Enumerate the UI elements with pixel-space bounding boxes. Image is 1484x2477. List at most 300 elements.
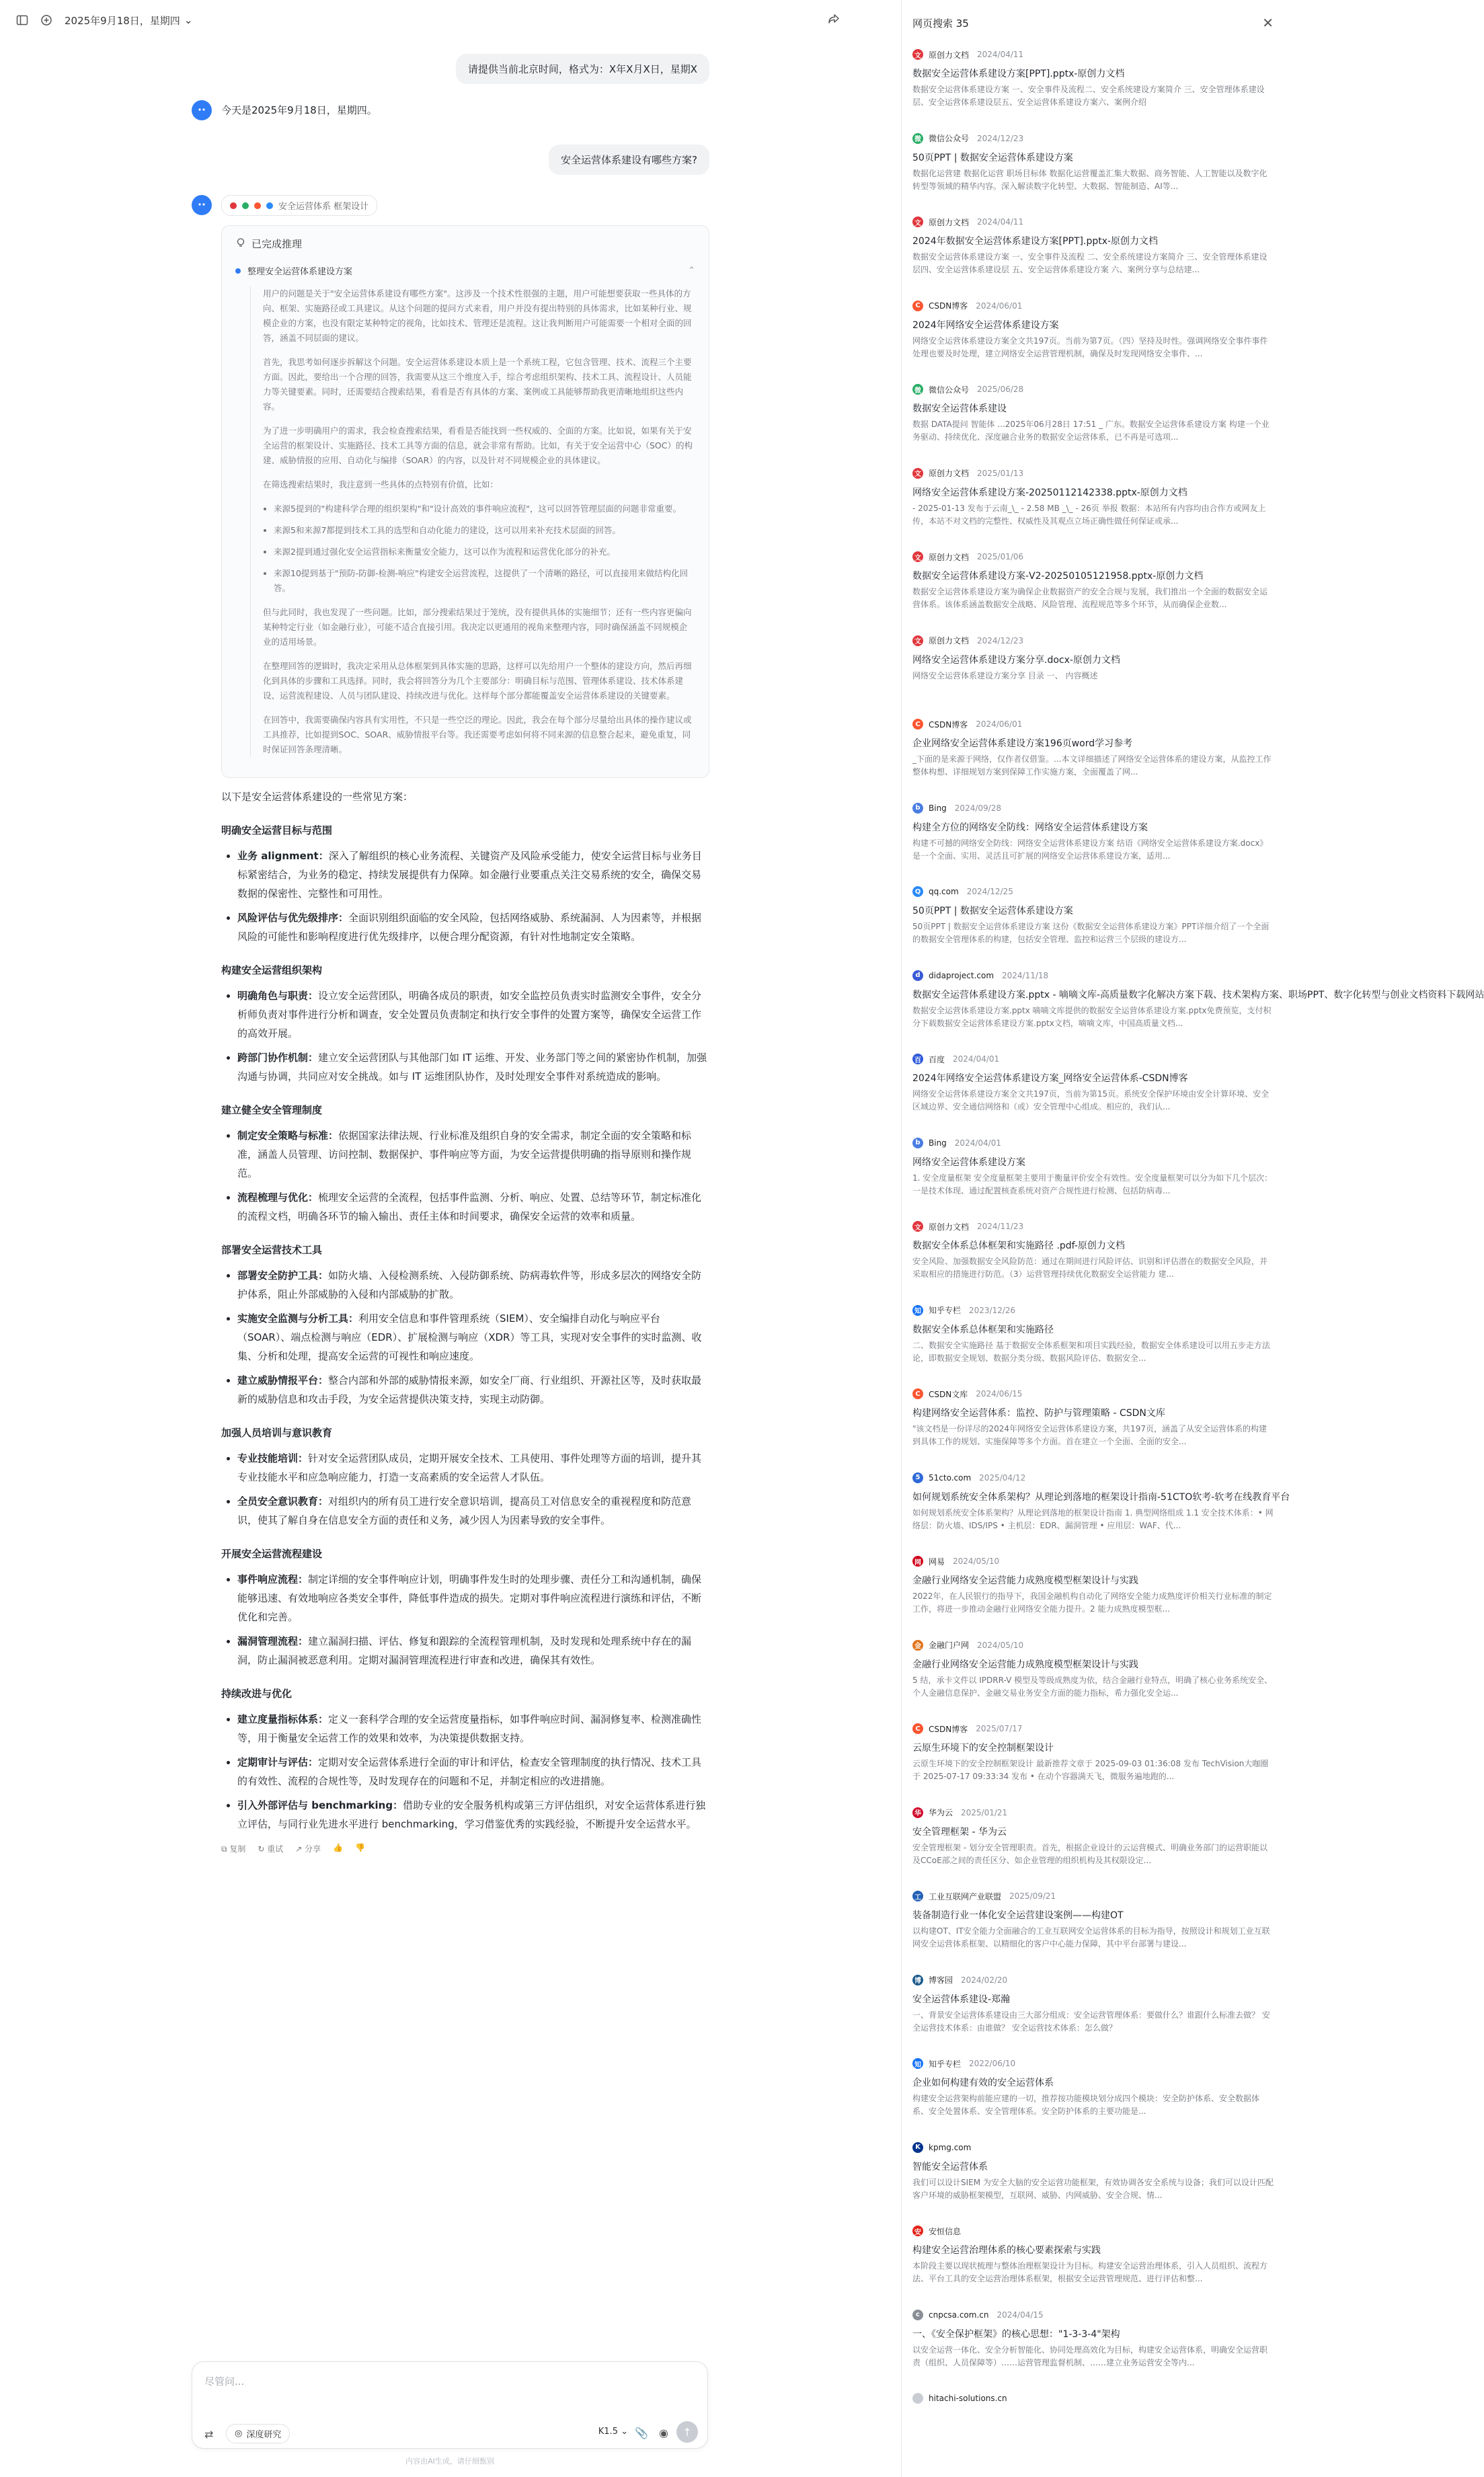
answer-list-item bbox=[237, 1753, 709, 1791]
search-result[interactable] bbox=[902, 632, 1291, 716]
answer-list-item bbox=[237, 1309, 709, 1366]
result-snippet: 数据化运营建 数据化运营 职场目标体 数据化运营覆盖汇集大数据、商务智能、人工智能以及数字化转型等领域的精华内容。深入解读数字化转型、大数据、智能制造、AI等... bbox=[912, 168, 1267, 191]
search-result[interactable] bbox=[902, 213, 1291, 297]
answer-item-text: 对组织内的所有员工进行安全意识培训，提高员工对信息安全的重视程度和防范意识，使其了解自身在信息安全方面的责任和义务，减少因人为因素导致的安全事件。 bbox=[237, 1495, 692, 1526]
result-title[interactable]: 数据安全体系总体框架和实施路径 bbox=[912, 1324, 1054, 1335]
answer-list-item bbox=[237, 1492, 709, 1530]
answer-item-text: 建立安全运营团队与其他部门如 IT 运维、开发、业务部门等之间的紧密协作机制，加强沟通与协调，共同应对安全挑战。如与 IT 运维团队协作，及时处理安全事件对系统造成的影响。 bbox=[237, 1052, 707, 1083]
source-logo-glyph: 博 bbox=[914, 1977, 921, 1985]
search-result[interactable] bbox=[902, 381, 1291, 465]
answer-item-key: 部署安全防护工具： bbox=[237, 1269, 329, 1282]
result-date: 2025/01/13 bbox=[977, 468, 1024, 478]
source-logo-icon bbox=[912, 2058, 923, 2069]
source-logo-glyph: 文 bbox=[914, 1224, 921, 1232]
source-logo-icon bbox=[912, 551, 923, 562]
search-result[interactable] bbox=[902, 2055, 1291, 2139]
result-source: qq.com bbox=[929, 887, 959, 896]
result-date: 2024/11/23 bbox=[977, 1222, 1024, 1231]
search-result[interactable] bbox=[902, 967, 1484, 1051]
result-source: kpmg.com bbox=[929, 2142, 972, 2152]
result-date: 2024/04/11 bbox=[977, 50, 1024, 59]
source-logo-glyph: 5 bbox=[915, 1474, 921, 1481]
result-source: 51cto.com bbox=[929, 1472, 972, 1483]
answer-list-item bbox=[237, 1048, 709, 1086]
result-snippet: 数据安全运营体系建设方案为确保企业数据资产的安全合规与发展，我们推出一个全面的数据安全运营体系。该体系涵盖数据安全战略、风险管理、流程规范等多个环节，从而确保企业数... bbox=[912, 587, 1268, 609]
result-snippet: 如何规划系统安全体系架构？从理论到落地的框架设计指南 1. 典型网络组成 1.1 安全技术体系：• 网络层：防火墙、IDS/IPS • 主机层：EDR、漏洞管理 • 应用层：WAF、代... bbox=[912, 1507, 1274, 1530]
answer-item-key: 定期审计与评估： bbox=[237, 1756, 319, 1768]
source-logo-glyph: 知 bbox=[914, 2061, 921, 2069]
result-date: 2024/09/28 bbox=[954, 803, 1001, 813]
result-source: 工业互联网产业联盟 bbox=[929, 1891, 1002, 1901]
source-logo-icon bbox=[912, 1640, 923, 1651]
result-date: 2024/05/10 bbox=[953, 1557, 1000, 1566]
result-title[interactable]: 安全运营体系建设-郑瀚 bbox=[912, 1994, 1011, 2005]
answer-item-key: 实施安全监测与分析工具： bbox=[237, 1312, 359, 1325]
answer-list-item bbox=[237, 908, 709, 946]
copy-button[interactable]: ⧉ 复制 bbox=[221, 1844, 246, 1854]
source-logo-icon bbox=[912, 1723, 923, 1734]
tools-icon[interactable]: ⇄ bbox=[204, 2428, 214, 2441]
answer-item-text: 依据国家法律法规、行业标准及组织自身的安全需求，制定全面的安全策略和标准，涵盖人员管理、访问控制、数据保护、事件响应等方面，为安全运营提供明确的指导原则和操作规范。 bbox=[237, 1130, 692, 1179]
model-label: K1.5 bbox=[598, 2427, 618, 2437]
source-logo-glyph: C bbox=[915, 1390, 921, 1398]
answer-item-text: 建立漏洞扫描、评估、修复和跟踪的全流程管理机制，及时发现和处理系统中存在的漏洞，防止漏洞被恶意利用。定期对漏洞管理流程进行审查和改进，确保其有效性。 bbox=[237, 1635, 692, 1666]
result-date: 2024/04/15 bbox=[997, 2310, 1044, 2320]
share-button[interactable]: ↗ 分享 bbox=[295, 1844, 321, 1854]
source-logo-icon bbox=[230, 202, 237, 209]
chevron-down-icon: ⌄ bbox=[184, 14, 193, 26]
answer-list-item bbox=[237, 1796, 709, 1834]
source-logo-icon bbox=[912, 2142, 923, 2153]
search-result[interactable] bbox=[902, 46, 1291, 130]
result-source: 百度 bbox=[929, 1054, 945, 1064]
deep-research-icon: ◎ bbox=[235, 2429, 243, 2439]
answer-item-text: 定期对安全运营体系进行全面的审计和评估，检查安全管理制度的执行情况、技术工具的有效性、流程的合规性等，及时发现存在的问题和不足，并制定相应的改进措施。 bbox=[237, 1756, 702, 1787]
answer-item-text: 制定详细的安全事件响应计划，明确事件发生时的处理步骤、责任分工和沟通机制，确保能够迅速、有效地响应各类安全事件，降低事件造成的损失。定期对事件响应流程进行演练和评估，不断优化和完善。 bbox=[237, 1573, 702, 1623]
new-chat-icon[interactable] bbox=[40, 14, 52, 26]
reasoning-paragraph: 用户的问题是关于"安全运营体系建设有哪些方案"。这涉及一个技术性很强的主题，用户可能想要获取一些具体的方向、框架、实施路径或工具建议。从这个问题的提问方式来看，用户并没有提出特别的具体需求，比如某种行业、规模企业的方案，也没有限定某种特定的视角，比如技术、管理还是流程。这让我判断用户可能需要一个相对全面的回答，涵盖不同层面的建议。 bbox=[263, 288, 692, 343]
answer-section-heading: 构建安全运营组织架构 bbox=[221, 964, 323, 976]
source-logo-glyph: 微 bbox=[914, 387, 921, 395]
search-result[interactable] bbox=[902, 1469, 1291, 1553]
result-source: hitachi-solutions.cn bbox=[929, 2394, 1007, 2403]
source-logo-glyph: C bbox=[915, 302, 921, 309]
result-snippet: 数据 DATA提问 智能体 ...2025年06月28日 17:51 _ 广东。数据安全运营体系建设方案 构建一个业务驱动、持续优化、深度融合业务的数据安全运营体系，已不再是可选项... bbox=[912, 420, 1270, 442]
result-title[interactable]: 金融行业网络安全运营能力成熟度模型框架设计与实践 bbox=[912, 1659, 1138, 1670]
answer-list bbox=[237, 1710, 709, 1834]
result-date: 2022/06/10 bbox=[969, 2059, 1016, 2068]
result-title[interactable]: 构建全方位的网络安全防线：网络安全运营体系建设方案 bbox=[912, 822, 1148, 833]
search-result[interactable] bbox=[902, 883, 1291, 967]
result-title[interactable]: 50页PPT | 数据安全运营体系建设方案 bbox=[912, 906, 1073, 916]
source-logo-glyph: C bbox=[915, 1725, 921, 1733]
result-snippet: 本阶段主要以现状梳理与整体治理框架设计为目标。构建安全运营治理体系，引入人员组织、流程方法、平台工具的安全运营治理体系框架，根据安全运营管理规范、进行评估和整... bbox=[912, 2261, 1268, 2283]
reasoning-paragraph: 为了进一步明确用户的需求，我会检查搜索结果，看看是否能找到一些权威的、全面的方案。比如说，如果有关于安全运营的框架设计、实施路径、技术工具等方面的信息，就会非常有帮助。比如，有关于安全运营中心（SOC）的构建、威胁情报的应用、自动化与编排（SOAR）的内容，以及针对不同规模企业的具体建议。 bbox=[263, 426, 693, 465]
answer-item-key: 跨部门协作机制： bbox=[237, 1052, 319, 1064]
result-source: CSDN文库 bbox=[929, 1389, 968, 1399]
result-snippet: 网络安全运营体系建设方案全文共197页，当前为第15页。系统安全保护环境由安全计算环境、安全区域边界、安全通信网络和（或）安全管理中心组成。相应的，我们认... bbox=[912, 1089, 1270, 1111]
source-logo-icon bbox=[254, 202, 261, 209]
share-icon[interactable] bbox=[827, 12, 841, 26]
answer-section-heading: 开展安全运营流程建设 bbox=[221, 1548, 323, 1560]
result-snippet: 我们可以设计SIEM 为安全大脑的安全运营功能框架，有效协调各安全系统与设备；我们可以设计匹配客户环境的威胁框架模型，互联网、威胁、内网威胁、安全合规、情... bbox=[912, 2177, 1274, 2200]
result-date: 2023/12/26 bbox=[969, 1305, 1016, 1315]
reasoning-bullet: • 来源5和来源7都提到技术工具的选型和自动化能力的建设，这可以用来补充技术层面的回答。 bbox=[274, 523, 695, 538]
result-source: 网易 bbox=[929, 1557, 945, 1567]
search-result[interactable] bbox=[902, 1971, 1291, 2055]
source-logo-icon bbox=[912, 1221, 923, 1232]
search-result[interactable] bbox=[902, 1720, 1291, 1804]
source-logo-icon bbox=[912, 468, 923, 479]
source-logo-icon bbox=[912, 719, 923, 730]
search-result[interactable] bbox=[902, 465, 1291, 549]
result-title[interactable]: 数据安全运营体系建设方案-V2-20250105121958.pptx-原创力文档 bbox=[912, 571, 1204, 582]
source-logo-glyph: 工 bbox=[914, 1893, 921, 1901]
arrow-up-icon: ↑ bbox=[682, 2425, 692, 2439]
result-source: 微信公众号 bbox=[929, 134, 970, 143]
reasoning-paragraph: 但与此同时，我也发现了一些问题。比如，部分搜索结果过于笼统，没有提供具体的实施细节；还有一些内容更偏向某种特定行业（如金融行业），可能不适合直接引用。我决定以更通用的视角来整理内容，同时确保涵盖不同规模企业的适用场景。 bbox=[263, 607, 692, 647]
result-snippet: 1. 安全度量框架 安全度量框架主要用于衡量评价安全有效性。安全度量框架可以分为如下几个层次：一是技术体现、通过配置核查系统对资产合规性进行检测、包括防病毒... bbox=[912, 1173, 1273, 1195]
answer-section-heading: 部署安全运营技术工具 bbox=[221, 1244, 323, 1256]
result-date: 2024/11/18 bbox=[1002, 970, 1049, 980]
send-button[interactable] bbox=[676, 2421, 698, 2443]
lightbulb-icon bbox=[235, 237, 246, 251]
message-list bbox=[192, 47, 709, 1854]
source-logo-icon bbox=[912, 1388, 923, 1399]
result-source: 华为云 bbox=[929, 1808, 953, 1817]
answer-section-heading: 持续改进与优化 bbox=[221, 1688, 292, 1700]
source-logo-icon bbox=[912, 1472, 923, 1483]
result-date: 2024/06/01 bbox=[976, 301, 1023, 311]
assistant-avatar bbox=[192, 195, 212, 215]
top-bar bbox=[0, 0, 901, 40]
step-dot-icon bbox=[235, 268, 241, 274]
answer-item-key: 事件响应流程： bbox=[237, 1573, 309, 1585]
search-result[interactable] bbox=[902, 2306, 1291, 2390]
result-snippet: 以构建OT、IT安全能力全面融合的工业互联网安全运营体系的目标为指导，按照设计和规划工业互联网安全运营体系框架、以精细化的客户中心能力保障，其中平台部署与建设... bbox=[912, 1926, 1270, 1949]
search-result[interactable] bbox=[902, 1218, 1291, 1302]
result-date: 2025/09/21 bbox=[1009, 1891, 1056, 1901]
result-snippet: 数据安全运营体系建设方案.pptx 嘀嘀文库提供的数据安全运营体系建设方案.pptx免费预览，支付积分下载数据安全运营体系建设方案.pptx文档，嘀嘀文库，中国高质量文档... bbox=[912, 1005, 1272, 1028]
result-date: 2024/04/01 bbox=[954, 1138, 1001, 1148]
source-logo-icon bbox=[912, 635, 923, 646]
source-logo-icon bbox=[912, 803, 923, 814]
source-logo-icon bbox=[912, 1556, 923, 1567]
user-message: 请提供当前北京时间，格式为：X年X月X日，星期X bbox=[456, 54, 709, 84]
source-logo-icon bbox=[912, 1807, 923, 1818]
web-search-icon[interactable]: ◉ bbox=[659, 2427, 668, 2439]
retry-label: 重试 bbox=[267, 1844, 284, 1854]
result-date: 2024/04/11 bbox=[977, 217, 1024, 227]
source-logo-icon bbox=[912, 1138, 923, 1148]
result-snippet: - 2025-01-13 发布于云南_\_ - 2.58 MB _\_ - 26页 举报 数据：本站所有内容均由合作方或网友上传，本站不对文档的完整性、权威性及其观点立场正确性做任何保证或承... bbox=[912, 503, 1266, 526]
result-source: 原创力文档 bbox=[929, 469, 970, 478]
result-snippet: 云原生环境下的安全控制框架设计 最新推荐文章于 2025-09-03 01:36:08 发布 TechVision大咖圈于 2025-07-17 09:33:34 发布 • 在动个容器满天飞，微服务遍地跑的... bbox=[912, 1759, 1269, 1781]
source-logo-glyph: 知 bbox=[914, 1308, 921, 1315]
result-snippet: "该文档是一份详尽的2024年网络安全运营体系建设方案，共197页，涵盖了从安全运营体系的构建到具体工作的规划、实施保障等多个方面。首在建立一个全面、全面的安全... bbox=[912, 1424, 1267, 1446]
assistant-message: 今天是2025年9月18日，星期四。 bbox=[221, 104, 377, 116]
answer-item-text: 借助专业的安全服务机构或第三方评估组织，对安全运营体系进行独立评估，与同行业先进水平进行 benchmarking，学习借鉴优秀的实践经验，不断提升安全运营水平。 bbox=[237, 1799, 706, 1830]
source-logo-icon bbox=[912, 384, 923, 395]
answer-list-item bbox=[237, 1570, 709, 1626]
result-snippet: 二、数据安全实施路径 基于数据安全体系框架和项目实践经验，数据安全体系建设可以用五步走方法论，即数据安全规划、数据分类分级、数据风险评估、数据安全... bbox=[912, 1340, 1270, 1363]
answer-intro: 以下是安全运营体系建设的一些常见方案： bbox=[221, 791, 414, 803]
search-result[interactable] bbox=[902, 715, 1291, 799]
result-snippet: 数据安全运营体系建设方案 一、安全事件及流程 二、安全系统建设方案简介 三、安全管理体系建设层四、安全运营体系建设层 五、安全运营体系建设方案 六、案例分享与总结建... bbox=[912, 252, 1267, 274]
source-logo-icon bbox=[912, 2226, 923, 2236]
source-logo-icon bbox=[912, 2310, 923, 2320]
result-title[interactable]: 装备制造行业一体化安全运营建设案例——构建OT bbox=[912, 1910, 1124, 1921]
answer-item-key: 业务 alignment： bbox=[237, 850, 329, 862]
answer-list bbox=[237, 986, 709, 1086]
result-snippet: 构建安全运营架构前能应建的一切，推荐按功能模块划分成四个模块：安全防护体系、安全数据体系、安全处置体系、安全管理体系。安全防护体系的主要功能是... bbox=[912, 2094, 1260, 2116]
retry-button[interactable]: ↻ 重试 bbox=[258, 1844, 284, 1854]
result-date: 2025/06/28 bbox=[977, 385, 1024, 394]
copy-label: 复制 bbox=[229, 1844, 246, 1854]
result-title[interactable]: 2024年网络安全运营体系建设方案_网络安全运营体系-CSDN博客 bbox=[912, 1073, 1188, 1084]
result-title[interactable]: 数据安全运营体系建设 bbox=[912, 403, 1007, 414]
result-source: Bing bbox=[929, 1138, 947, 1148]
result-date: 2024/12/23 bbox=[977, 133, 1024, 143]
result-title[interactable]: 如何规划系统安全体系架构？从理论到落地的框架设计指南-51CTO软考-软考在线教育平台 bbox=[912, 1491, 1290, 1503]
result-source: 原创力文档 bbox=[929, 217, 970, 227]
search-result[interactable] bbox=[902, 548, 1291, 632]
source-logo-glyph: C bbox=[915, 720, 921, 728]
result-snippet: 50页PPT | 数据安全运营体系建设方案 这份《数据安全运营体系建设方案》PPT详细介绍了一个全面的数据安全管理体系的构建，包括安全管理、监控和运营三个层级的建设方... bbox=[912, 922, 1270, 944]
deep-research-toggle[interactable] bbox=[226, 2424, 290, 2443]
answer-item-text: 整合内部和外部的威胁情报来源，如安全厂商、行业组织、开源社区等，及时获取最新的威胁信息和攻击手段，为安全运营提供决策支持，实现主动防御。 bbox=[237, 1374, 702, 1405]
source-logo-glyph: 华 bbox=[914, 1810, 921, 1817]
result-date: 2024/04/01 bbox=[953, 1054, 1000, 1064]
answer-item-key: 专业技能培训： bbox=[237, 1452, 309, 1464]
result-source: 原创力文档 bbox=[929, 50, 970, 60]
reasoning-panel bbox=[221, 225, 709, 778]
result-source: 金融门户网 bbox=[929, 1641, 970, 1650]
thumbs-down-icon[interactable]: 👎 bbox=[355, 1843, 366, 1852]
search-result[interactable] bbox=[902, 297, 1291, 381]
result-source: 微信公众号 bbox=[929, 385, 970, 395]
result-source: 博客园 bbox=[929, 1975, 953, 1985]
result-source: Bing bbox=[929, 803, 947, 813]
answer-item-text: 梳理安全运营的全流程，包括事件监测、分析、响应、处置、总结等环节，制定标准化的流程文档，明确各环节的输入输出、责任主体和时间要求，确保安全运营的效率和质量。 bbox=[237, 1191, 702, 1222]
result-title[interactable]: 2024年网络安全运营体系建设方案 bbox=[912, 319, 1059, 331]
source-logo-glyph: b bbox=[915, 1139, 921, 1146]
source-logo-glyph: 文 bbox=[914, 219, 921, 227]
search-result[interactable] bbox=[902, 1302, 1291, 1386]
answer-item-text: 针对安全运营团队成员，定期开展安全技术、工具使用、事件处理等方面的培训，提升其专业技能水平和应急响应能力，打造一支高素质的安全运营人才队伍。 bbox=[237, 1452, 702, 1483]
answer-section-heading: 加强人员培训与意识教育 bbox=[221, 1427, 333, 1439]
reasoning-paragraph: 在整理回答的逻辑时，我决定采用从总体框架到具体实施的思路，这样可以先给用户一个整体的建设方向，然后再细化到具体的步骤和工具选择。同时，我会将回答分为几个主要部分：明确目标与范围、管理体系建设、技术体系建设、运营流程建设、人员与团队建设、持续改进与优化。这样每个部分都能覆盖安全运营体系建设的关键要素。 bbox=[263, 661, 692, 701]
reasoning-title: 已完成推理 bbox=[251, 238, 303, 250]
answer-list-item bbox=[237, 1710, 709, 1747]
answer-list-item bbox=[237, 1371, 709, 1409]
result-snippet: 网络安全运营体系建设方案全文共197页。当前为第7页。（四）坚持及时性。强调网络安全事件事件处理也要及时处理，建立网络安全运营管理机制，确保及时发现网络安全事件、... bbox=[912, 336, 1268, 358]
close-icon[interactable]: ✕ bbox=[1262, 15, 1274, 31]
source-logo-icon bbox=[912, 2393, 923, 2404]
result-date: 2024/12/23 bbox=[977, 635, 1024, 645]
result-date: 2024/12/25 bbox=[966, 887, 1013, 896]
answer-list bbox=[237, 847, 709, 946]
result-source: 安恒信息 bbox=[929, 2226, 962, 2236]
result-snippet: 构建不可撼的网络安全防线：网络安全运营体系建设方案 结语《网络安全运营体系建设方案.docx》是一个全面、实用、灵活且可扩展的网络安全运营体系建设方案，适用... bbox=[912, 838, 1268, 861]
answer-section-heading: 明确安全运营目标与范围 bbox=[221, 824, 333, 836]
deep-research-label: 深度研究 bbox=[246, 2430, 282, 2440]
result-source: 知乎专栏 bbox=[929, 2059, 962, 2069]
source-logo-glyph: d bbox=[915, 972, 921, 979]
source-logo-glyph: K bbox=[915, 2144, 921, 2151]
reasoning-header[interactable] bbox=[235, 237, 695, 251]
search-result[interactable] bbox=[902, 2390, 1291, 2416]
source-logo-icon bbox=[912, 49, 923, 60]
answer-item-key: 明确角色与职责： bbox=[237, 990, 319, 1002]
source-logo-glyph: 安 bbox=[914, 2228, 921, 2236]
result-snippet: 一、背景安全运营体系建设由三大部分组成：安全运营管理体系：要做什么？谁跟什么标准去做？ 安全运营技术体系：由谁做？ 安全运营技术体系：怎么做？ bbox=[912, 2010, 1270, 2033]
result-title[interactable]: 一、《安全保护框架》的核心思想："1-3-3-4"架构 bbox=[912, 2328, 1120, 2340]
result-title[interactable]: 构建网络安全运营体系：监控、防护与管理策略 - CSDN文库 bbox=[912, 1408, 1165, 1419]
source-logo-icon bbox=[912, 133, 923, 144]
result-source: CSDN博客 bbox=[929, 1724, 968, 1734]
result-snippet: 安全风险、加强数据安全风险防范：通过在期间进行风险评估、识别和评估潜在的数据安全风险，并采取相应的措施进行防范。（3）运营管理持续优化数据安全运营能力 建... bbox=[912, 1257, 1268, 1279]
panel-title: 网页搜索 35 bbox=[912, 17, 969, 30]
search-results-list bbox=[902, 46, 1484, 2390]
search-result[interactable] bbox=[902, 1637, 1291, 1721]
result-date: 2024/06/01 bbox=[976, 719, 1023, 729]
reasoning-paragraph: 在回答中，我需要确保内容具有实用性，不只是一些空泛的理论。因此，我会在每个部分尽量给出具体的操作建议或工具推荐，比如提到SOC、SOAR、威胁情报平台等。我还需要考虑如何将不同来源的信息整合起来，避免重复，同时保证回答条理清晰。 bbox=[263, 715, 692, 754]
search-result[interactable] bbox=[902, 1385, 1291, 1469]
search-query-label: 安全运营体系 框架设计 bbox=[278, 202, 369, 212]
search-result[interactable] bbox=[902, 1887, 1291, 1971]
answer-list-item bbox=[237, 1266, 709, 1304]
result-source: cnpcsa.com.cn bbox=[929, 2310, 989, 2320]
assistant-avatar bbox=[192, 100, 212, 120]
reasoning-paragraph: 首先，我思考如何逐步拆解这个问题。安全运营体系建设本质上是一个系统工程，它包含管理、技术、流程三个主要方面。因此，要给出一个合理的回答，我需要从这三个维度入手，综合考虑组织架构、技术工具、流程设计、人员能力等关键要素。同时，还需要结合搜索结果，看看是否有具体的方案、案例或工具能够帮助我更清晰地组织这些内容。 bbox=[263, 357, 692, 411]
answer-section-heading: 建立健全安全管理制度 bbox=[221, 1104, 323, 1116]
search-result[interactable] bbox=[902, 1050, 1291, 1134]
result-date: 2025/01/21 bbox=[961, 1807, 1008, 1817]
answer-list-item bbox=[237, 1188, 709, 1226]
answer-item-key: 流程梳理与优化： bbox=[237, 1191, 319, 1204]
result-source: 原创力文档 bbox=[929, 1222, 970, 1232]
answer-item-key: 风险评估与优先级排序： bbox=[237, 912, 349, 924]
source-logo-glyph: 文 bbox=[914, 554, 921, 562]
search-result[interactable] bbox=[902, 130, 1291, 214]
chat-input-box[interactable] bbox=[192, 2361, 708, 2449]
result-snippet: 5 结，承卡文件以 IPDRR-V 模型及等级成熟度为依，结合金融行业特点，明确了核心业务系统安全、个人金融信息保护、金融交易业务安全方面的能力指标，希力强化安全运... bbox=[912, 1675, 1273, 1698]
result-date: 2024/02/20 bbox=[961, 1975, 1008, 1985]
answer-item-key: 制定安全策略与标准： bbox=[237, 1130, 339, 1142]
source-logo-icon bbox=[266, 202, 273, 209]
answer-item-key: 漏洞管理流程： bbox=[237, 1635, 309, 1647]
result-title[interactable]: 数据安全运营体系建设方案[PPT].pptx-原创力文档 bbox=[912, 69, 1125, 79]
answer-item-text: 设立安全运营团队，明确各成员的职责，如安全监控员负责实时监测安全事件，安全分析师负责对事件进行分析和调查，安全处置员负责制定和执行安全事件的处置方案等，确保安全运营工作的高效开展。 bbox=[237, 990, 702, 1039]
reasoning-bullet: • 来源2提到通过强化安全运营指标来衡量安全能力，这可以作为流程和运营优化部分的补充。 bbox=[274, 545, 695, 559]
answer-item-text: 利用安全信息和事件管理系统（SIEM）、安全编排自动化与响应平台（SOAR）、端点检测与响应（EDR）、扩展检测与响应（XDR）等工具，实现对安全事件的实时监测、收集、分析和处理，提高安全运营的可视性和响应速度。 bbox=[237, 1312, 702, 1362]
result-title[interactable]: 企业如何构建有效的安全运营体系 bbox=[912, 2078, 1054, 2088]
result-title[interactable]: 数据安全体系总体框架和实施路径 .pdf-原创力文档 bbox=[912, 1241, 1125, 1251]
answer-list bbox=[237, 1449, 709, 1530]
answer-list-item bbox=[237, 847, 709, 903]
result-source: CSDN博客 bbox=[929, 301, 968, 311]
result-title[interactable]: 云原生环境下的安全控制框架设计 bbox=[912, 1743, 1054, 1754]
result-title[interactable]: 50页PPT | 数据安全运营体系建设方案 bbox=[912, 152, 1073, 163]
search-result[interactable] bbox=[902, 2222, 1291, 2306]
source-logo-glyph: 网 bbox=[914, 1559, 921, 1567]
source-logo-icon bbox=[912, 970, 923, 981]
answer-item-text: 全面识别组织面临的安全风险，包括网络威胁、系统漏洞、人为因素等，并根据风险的可能性和影响程度进行优先级排序，以便合理分配资源，有针对性地制定安全策略。 bbox=[237, 912, 702, 943]
sidebar-toggle-icon[interactable] bbox=[16, 14, 28, 26]
search-result[interactable] bbox=[902, 1134, 1291, 1218]
source-logo-icon bbox=[912, 886, 923, 897]
answer-item-key: 全员安全意识教育： bbox=[237, 1495, 329, 1507]
model-selector[interactable]: K1.5 ⌄ bbox=[598, 2427, 628, 2437]
answer-item-key: 建立威胁情报平台： bbox=[237, 1374, 329, 1386]
search-result[interactable] bbox=[902, 2139, 1291, 2223]
result-title[interactable]: 数据安全运营体系建设方案.pptx - 嘀嘀文库-高质量数字化解决方案下载、技术架构方案、职场PPT、数字化转型与创业文档资料下载网站 bbox=[912, 989, 1484, 1000]
search-result[interactable] bbox=[902, 1552, 1291, 1637]
reasoning-body bbox=[250, 286, 695, 757]
thumbs-up-icon[interactable]: 👍 bbox=[333, 1843, 344, 1852]
result-title[interactable]: 构建安全运营治理体系的核心要素探索与实践 bbox=[912, 2245, 1101, 2256]
web-search-panel bbox=[901, 0, 1484, 2477]
attachment-icon[interactable]: 📎 bbox=[635, 2427, 648, 2439]
result-source: 知乎专栏 bbox=[929, 1306, 962, 1315]
result-source: 原创力文档 bbox=[929, 636, 970, 645]
result-title[interactable]: 企业网络安全运营体系建设方案196页word学习参考 bbox=[912, 738, 1133, 749]
result-title[interactable]: 网络安全运营体系建设方案-20250112142338.pptx-原创力文档 bbox=[912, 487, 1187, 498]
answer-list bbox=[237, 1266, 709, 1409]
search-result[interactable] bbox=[902, 799, 1291, 883]
source-logo-icon bbox=[912, 1891, 923, 1901]
result-date: 2025/04/12 bbox=[979, 1472, 1026, 1483]
source-logo-glyph: b bbox=[915, 804, 921, 812]
result-title[interactable]: 智能安全运营体系 bbox=[912, 2161, 988, 2172]
message-actions bbox=[221, 1843, 709, 1854]
answer-item-text: 定义一套科学合理的安全运营度量指标，如事件响应时间、漏洞修复率、检测准确性等，用于衡量安全运营工作的效果和效率，为决策提供数据支持。 bbox=[237, 1713, 702, 1744]
answer-list bbox=[237, 1126, 709, 1226]
source-logo-glyph: 金 bbox=[914, 1643, 921, 1650]
chevron-up-icon: ⌃ bbox=[688, 266, 695, 276]
search-sources-chip[interactable] bbox=[221, 195, 377, 216]
reasoning-paragraph: 在筛选搜索结果时，我注意到一些具体的点特别有价值，比如： bbox=[263, 479, 499, 489]
result-date: 2024/06/15 bbox=[976, 1389, 1023, 1399]
source-logo-icon bbox=[242, 202, 249, 209]
reasoning-step[interactable] bbox=[235, 264, 695, 277]
user-message: 安全运营体系建设有哪些方案? bbox=[549, 145, 709, 175]
chat-input[interactable]: 尽管问... bbox=[204, 2375, 245, 2388]
reasoning-bullet: • 来源5提到的"构建科学合理的组织架构"和"设计高效的事件响应流程"，这可以回答管理层面的问题非常重要。 bbox=[274, 502, 695, 516]
result-title[interactable]: 2024年数据安全运营体系建设方案[PPT].pptx-原创力文档 bbox=[912, 236, 1159, 247]
result-source: 原创力文档 bbox=[929, 552, 970, 562]
answer-list-item bbox=[237, 1449, 709, 1487]
answer-list-item bbox=[237, 986, 709, 1043]
answer-list bbox=[237, 1570, 709, 1669]
source-logo-icon bbox=[912, 301, 923, 311]
result-title[interactable]: 安全管理框架 - 华为云 bbox=[912, 1826, 1007, 1838]
result-source: didaproject.com bbox=[929, 970, 994, 980]
source-logo-glyph: 文 bbox=[914, 638, 921, 645]
search-result[interactable] bbox=[902, 1804, 1291, 1888]
result-snippet: 以安全运营一体化、安全分析智能化、协同处理高效化为目标，构建安全运营体系，明确安全运营职责（组织、人员保障等）……运营管理监督机制、……建立业务运营安全等内... bbox=[912, 2345, 1268, 2367]
reasoning-step-title: 整理安全运营体系建设方案 bbox=[247, 267, 353, 277]
answer-item-text: 如防火墙、入侵检测系统、入侵防御系统、防病毒软件等，形成多层次的网络安全防护体系，阻止外部威胁的入侵和内部威胁的扩散。 bbox=[237, 1269, 702, 1300]
conversation-title-dropdown[interactable] bbox=[65, 13, 192, 28]
result-title[interactable]: 网络安全运营体系建设方案 bbox=[912, 1156, 1025, 1168]
source-logo-glyph: 文 bbox=[914, 52, 921, 60]
result-title[interactable]: 网络安全运营体系建设方案分享.docx-原创力文档 bbox=[912, 654, 1120, 666]
result-source: CSDN博客 bbox=[929, 719, 968, 730]
result-title[interactable]: 金融行业网络安全运营能力成熟度模型框架设计与实践 bbox=[912, 1575, 1138, 1586]
panel-header bbox=[902, 0, 1291, 46]
